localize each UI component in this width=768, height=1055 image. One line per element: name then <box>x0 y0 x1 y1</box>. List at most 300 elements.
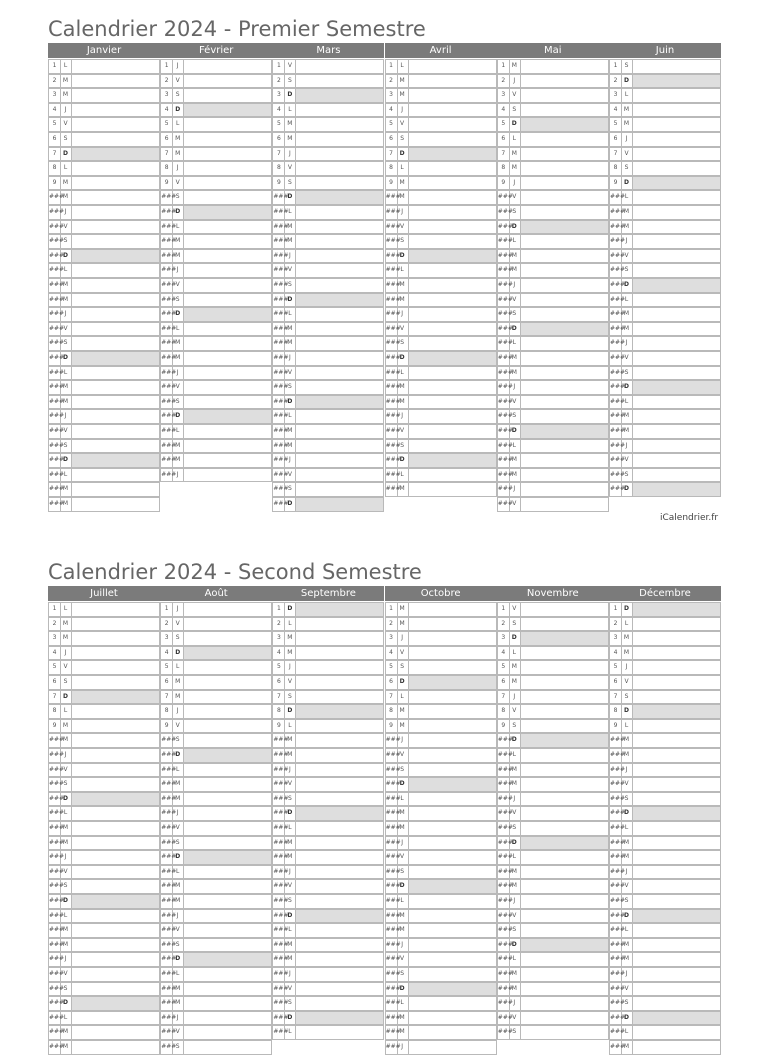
day-row[interactable] <box>609 617 721 632</box>
day-note-area[interactable] <box>296 440 383 453</box>
day-row[interactable] <box>272 675 384 690</box>
day-note-area[interactable] <box>521 749 608 762</box>
day-row[interactable] <box>609 322 721 337</box>
day-note-area[interactable] <box>409 1041 496 1054</box>
day-note-area[interactable] <box>521 939 608 952</box>
day-note-area[interactable] <box>184 235 271 248</box>
day-note-area[interactable] <box>72 953 159 966</box>
day-note-area[interactable] <box>409 793 496 806</box>
day-note-area[interactable] <box>633 279 720 292</box>
day-row[interactable] <box>385 719 497 734</box>
day-row[interactable] <box>385 351 497 366</box>
day-note-area[interactable] <box>296 618 383 631</box>
day-note-area[interactable] <box>72 498 159 511</box>
day-note-area[interactable] <box>521 410 608 423</box>
day-note-area[interactable] <box>409 953 496 966</box>
day-row[interactable] <box>160 850 272 865</box>
day-row[interactable] <box>48 602 160 617</box>
day-note-area[interactable] <box>184 880 271 893</box>
day-row[interactable] <box>272 249 384 264</box>
day-row[interactable] <box>609 777 721 792</box>
day-note-area[interactable] <box>72 807 159 820</box>
day-row[interactable] <box>609 205 721 220</box>
day-note-area[interactable] <box>72 661 159 674</box>
day-row[interactable] <box>160 631 272 646</box>
day-row[interactable] <box>497 719 609 734</box>
day-note-area[interactable] <box>633 454 720 467</box>
day-note-area[interactable] <box>72 924 159 937</box>
day-row[interactable] <box>272 836 384 851</box>
day-note-area[interactable] <box>409 352 496 365</box>
day-note-area[interactable] <box>72 837 159 850</box>
day-row[interactable] <box>48 763 160 778</box>
day-note-area[interactable] <box>72 60 159 73</box>
day-row[interactable] <box>48 424 160 439</box>
day-row[interactable] <box>48 792 160 807</box>
day-note-area[interactable] <box>633 381 720 394</box>
day-row[interactable] <box>609 938 721 953</box>
day-note-area[interactable] <box>633 924 720 937</box>
day-row[interactable] <box>497 482 609 497</box>
day-row[interactable] <box>48 176 160 191</box>
day-row[interactable] <box>497 675 609 690</box>
day-row[interactable] <box>160 293 272 308</box>
day-row[interactable] <box>609 482 721 497</box>
day-row[interactable] <box>160 307 272 322</box>
day-row[interactable] <box>385 646 497 661</box>
day-row[interactable] <box>385 482 497 497</box>
day-row[interactable] <box>609 234 721 249</box>
day-row[interactable] <box>609 176 721 191</box>
day-row[interactable] <box>385 117 497 132</box>
day-row[interactable] <box>160 453 272 468</box>
day-note-area[interactable] <box>521 1012 608 1025</box>
day-note-area[interactable] <box>72 308 159 321</box>
day-note-area[interactable] <box>521 250 608 263</box>
day-note-area[interactable] <box>72 910 159 923</box>
day-note-area[interactable] <box>184 104 271 117</box>
day-note-area[interactable] <box>409 691 496 704</box>
day-note-area[interactable] <box>633 162 720 175</box>
day-note-area[interactable] <box>72 968 159 981</box>
day-note-area[interactable] <box>633 676 720 689</box>
day-note-area[interactable] <box>633 191 720 204</box>
day-note-area[interactable] <box>72 410 159 423</box>
day-note-area[interactable] <box>521 469 608 482</box>
day-note-area[interactable] <box>296 720 383 733</box>
day-row[interactable] <box>272 923 384 938</box>
day-note-area[interactable] <box>184 118 271 131</box>
day-note-area[interactable] <box>184 323 271 336</box>
day-row[interactable] <box>272 952 384 967</box>
day-note-area[interactable] <box>72 250 159 263</box>
day-note-area[interactable] <box>633 440 720 453</box>
day-row[interactable] <box>609 409 721 424</box>
day-row[interactable] <box>497 996 609 1011</box>
day-row[interactable] <box>609 293 721 308</box>
day-row[interactable] <box>160 439 272 454</box>
day-row[interactable] <box>48 952 160 967</box>
day-row[interactable] <box>385 380 497 395</box>
day-row[interactable] <box>160 380 272 395</box>
day-row[interactable] <box>497 967 609 982</box>
day-note-area[interactable] <box>409 939 496 952</box>
day-row[interactable] <box>385 103 497 118</box>
day-row[interactable] <box>497 220 609 235</box>
day-note-area[interactable] <box>296 469 383 482</box>
day-note-area[interactable] <box>72 323 159 336</box>
day-row[interactable] <box>609 806 721 821</box>
day-row[interactable] <box>385 660 497 675</box>
day-row[interactable] <box>385 278 497 293</box>
day-row[interactable] <box>48 161 160 176</box>
day-row[interactable] <box>272 307 384 322</box>
day-note-area[interactable] <box>296 410 383 423</box>
day-note-area[interactable] <box>521 60 608 73</box>
day-row[interactable] <box>497 806 609 821</box>
day-note-area[interactable] <box>633 705 720 718</box>
day-row[interactable] <box>160 660 272 675</box>
day-row[interactable] <box>48 646 160 661</box>
day-row[interactable] <box>609 602 721 617</box>
day-note-area[interactable] <box>633 264 720 277</box>
day-row[interactable] <box>609 631 721 646</box>
day-row[interactable] <box>48 1040 160 1055</box>
day-row[interactable] <box>272 380 384 395</box>
day-note-area[interactable] <box>184 89 271 102</box>
day-row[interactable] <box>272 850 384 865</box>
day-row[interactable] <box>272 631 384 646</box>
day-note-area[interactable] <box>72 483 159 496</box>
day-row[interactable] <box>160 1025 272 1040</box>
day-row[interactable] <box>497 249 609 264</box>
day-row[interactable] <box>48 497 160 512</box>
day-note-area[interactable] <box>184 939 271 952</box>
day-note-area[interactable] <box>296 880 383 893</box>
day-row[interactable] <box>48 996 160 1011</box>
day-row[interactable] <box>160 646 272 661</box>
day-row[interactable] <box>497 763 609 778</box>
day-row[interactable] <box>272 821 384 836</box>
day-row[interactable] <box>497 88 609 103</box>
day-row[interactable] <box>272 806 384 821</box>
day-note-area[interactable] <box>633 647 720 660</box>
day-row[interactable] <box>272 234 384 249</box>
day-row[interactable] <box>272 938 384 953</box>
day-row[interactable] <box>160 748 272 763</box>
day-row[interactable] <box>497 777 609 792</box>
day-note-area[interactable] <box>72 749 159 762</box>
day-note-area[interactable] <box>296 983 383 996</box>
day-note-area[interactable] <box>409 118 496 131</box>
day-note-area[interactable] <box>296 454 383 467</box>
day-row[interactable] <box>48 879 160 894</box>
day-note-area[interactable] <box>633 618 720 631</box>
day-row[interactable] <box>272 220 384 235</box>
day-note-area[interactable] <box>409 191 496 204</box>
day-note-area[interactable] <box>409 1012 496 1025</box>
day-row[interactable] <box>160 836 272 851</box>
day-note-area[interactable] <box>296 822 383 835</box>
day-note-area[interactable] <box>633 1012 720 1025</box>
day-note-area[interactable] <box>521 308 608 321</box>
day-note-area[interactable] <box>72 264 159 277</box>
day-row[interactable] <box>272 763 384 778</box>
day-row[interactable] <box>160 176 272 191</box>
day-note-area[interactable] <box>296 206 383 219</box>
day-row[interactable] <box>497 409 609 424</box>
day-note-area[interactable] <box>296 118 383 131</box>
day-row[interactable] <box>385 424 497 439</box>
day-note-area[interactable] <box>296 308 383 321</box>
day-row[interactable] <box>272 336 384 351</box>
day-row[interactable] <box>272 497 384 512</box>
day-note-area[interactable] <box>184 396 271 409</box>
day-note-area[interactable] <box>72 396 159 409</box>
day-row[interactable] <box>497 792 609 807</box>
day-note-area[interactable] <box>72 352 159 365</box>
day-note-area[interactable] <box>296 705 383 718</box>
day-row[interactable] <box>609 366 721 381</box>
day-note-area[interactable] <box>184 983 271 996</box>
day-note-area[interactable] <box>72 603 159 616</box>
day-row[interactable] <box>609 675 721 690</box>
day-row[interactable] <box>272 176 384 191</box>
day-note-area[interactable] <box>521 221 608 234</box>
day-row[interactable] <box>272 322 384 337</box>
day-note-area[interactable] <box>296 177 383 190</box>
day-row[interactable] <box>497 1011 609 1026</box>
day-row[interactable] <box>48 74 160 89</box>
day-note-area[interactable] <box>521 734 608 747</box>
day-note-area[interactable] <box>409 749 496 762</box>
day-row[interactable] <box>272 351 384 366</box>
day-note-area[interactable] <box>184 691 271 704</box>
day-note-area[interactable] <box>633 895 720 908</box>
day-note-area[interactable] <box>633 983 720 996</box>
day-row[interactable] <box>272 74 384 89</box>
day-row[interactable] <box>48 278 160 293</box>
day-note-area[interactable] <box>296 807 383 820</box>
day-note-area[interactable] <box>72 177 159 190</box>
day-note-area[interactable] <box>184 705 271 718</box>
day-row[interactable] <box>160 602 272 617</box>
day-row[interactable] <box>497 1025 609 1040</box>
day-note-area[interactable] <box>184 1012 271 1025</box>
day-row[interactable] <box>385 733 497 748</box>
day-row[interactable] <box>160 205 272 220</box>
day-row[interactable] <box>385 88 497 103</box>
day-row[interactable] <box>160 234 272 249</box>
day-note-area[interactable] <box>184 647 271 660</box>
day-row[interactable] <box>160 336 272 351</box>
day-note-area[interactable] <box>184 337 271 350</box>
day-note-area[interactable] <box>521 381 608 394</box>
day-note-area[interactable] <box>633 337 720 350</box>
day-row[interactable] <box>160 865 272 880</box>
day-note-area[interactable] <box>184 60 271 73</box>
day-note-area[interactable] <box>409 851 496 864</box>
day-note-area[interactable] <box>521 837 608 850</box>
day-row[interactable] <box>272 453 384 468</box>
day-row[interactable] <box>609 117 721 132</box>
day-row[interactable] <box>385 439 497 454</box>
day-note-area[interactable] <box>184 720 271 733</box>
day-note-area[interactable] <box>184 910 271 923</box>
day-note-area[interactable] <box>296 337 383 350</box>
day-note-area[interactable] <box>521 1026 608 1039</box>
day-note-area[interactable] <box>521 997 608 1010</box>
day-note-area[interactable] <box>409 866 496 879</box>
day-note-area[interactable] <box>633 410 720 423</box>
day-row[interactable] <box>385 938 497 953</box>
day-note-area[interactable] <box>184 250 271 263</box>
day-note-area[interactable] <box>296 148 383 161</box>
day-note-area[interactable] <box>409 705 496 718</box>
day-note-area[interactable] <box>409 89 496 102</box>
day-note-area[interactable] <box>521 104 608 117</box>
day-note-area[interactable] <box>409 837 496 850</box>
day-note-area[interactable] <box>72 75 159 88</box>
day-row[interactable] <box>160 777 272 792</box>
day-note-area[interactable] <box>184 661 271 674</box>
day-note-area[interactable] <box>409 483 496 496</box>
day-note-area[interactable] <box>296 425 383 438</box>
day-note-area[interactable] <box>409 778 496 791</box>
day-note-area[interactable] <box>633 323 720 336</box>
day-row[interactable] <box>609 132 721 147</box>
day-note-area[interactable] <box>633 603 720 616</box>
day-row[interactable] <box>48 836 160 851</box>
day-note-area[interactable] <box>409 910 496 923</box>
day-note-area[interactable] <box>72 104 159 117</box>
day-row[interactable] <box>160 1011 272 1026</box>
day-row[interactable] <box>609 220 721 235</box>
day-row[interactable] <box>609 424 721 439</box>
day-note-area[interactable] <box>72 939 159 952</box>
day-row[interactable] <box>160 733 272 748</box>
day-note-area[interactable] <box>521 323 608 336</box>
day-row[interactable] <box>48 249 160 264</box>
day-row[interactable] <box>609 879 721 894</box>
day-row[interactable] <box>48 1011 160 1026</box>
day-note-area[interactable] <box>409 676 496 689</box>
day-row[interactable] <box>609 748 721 763</box>
day-note-area[interactable] <box>409 661 496 674</box>
day-row[interactable] <box>160 879 272 894</box>
day-note-area[interactable] <box>72 734 159 747</box>
day-note-area[interactable] <box>296 793 383 806</box>
day-row[interactable] <box>160 161 272 176</box>
day-note-area[interactable] <box>409 367 496 380</box>
day-note-area[interactable] <box>521 793 608 806</box>
day-note-area[interactable] <box>521 177 608 190</box>
day-note-area[interactable] <box>296 60 383 73</box>
day-note-area[interactable] <box>521 691 608 704</box>
day-row[interactable] <box>497 351 609 366</box>
day-row[interactable] <box>609 147 721 162</box>
day-row[interactable] <box>497 439 609 454</box>
day-row[interactable] <box>272 278 384 293</box>
day-note-area[interactable] <box>521 705 608 718</box>
day-note-area[interactable] <box>633 822 720 835</box>
day-row[interactable] <box>497 307 609 322</box>
day-note-area[interactable] <box>409 323 496 336</box>
day-note-area[interactable] <box>409 250 496 263</box>
day-note-area[interactable] <box>521 148 608 161</box>
day-note-area[interactable] <box>633 89 720 102</box>
day-note-area[interactable] <box>409 895 496 908</box>
day-row[interactable] <box>48 293 160 308</box>
day-row[interactable] <box>48 660 160 675</box>
day-row[interactable] <box>609 380 721 395</box>
day-row[interactable] <box>272 366 384 381</box>
day-row[interactable] <box>497 453 609 468</box>
day-note-area[interactable] <box>296 104 383 117</box>
day-row[interactable] <box>385 602 497 617</box>
day-row[interactable] <box>385 821 497 836</box>
day-note-area[interactable] <box>72 191 159 204</box>
day-note-area[interactable] <box>184 308 271 321</box>
day-note-area[interactable] <box>184 162 271 175</box>
day-row[interactable] <box>385 792 497 807</box>
day-row[interactable] <box>160 938 272 953</box>
day-note-area[interactable] <box>409 308 496 321</box>
day-row[interactable] <box>609 719 721 734</box>
day-note-area[interactable] <box>72 778 159 791</box>
day-row[interactable] <box>609 351 721 366</box>
day-note-area[interactable] <box>296 279 383 292</box>
day-row[interactable] <box>497 617 609 632</box>
day-row[interactable] <box>272 409 384 424</box>
day-row[interactable] <box>48 147 160 162</box>
day-row[interactable] <box>385 336 497 351</box>
day-note-area[interactable] <box>521 822 608 835</box>
day-note-area[interactable] <box>296 939 383 952</box>
day-note-area[interactable] <box>72 705 159 718</box>
day-row[interactable] <box>385 967 497 982</box>
day-note-area[interactable] <box>633 469 720 482</box>
day-row[interactable] <box>609 763 721 778</box>
day-note-area[interactable] <box>296 997 383 1010</box>
day-note-area[interactable] <box>521 880 608 893</box>
day-row[interactable] <box>497 468 609 483</box>
day-row[interactable] <box>609 704 721 719</box>
day-row[interactable] <box>160 468 272 483</box>
day-row[interactable] <box>48 468 160 483</box>
day-note-area[interactable] <box>72 720 159 733</box>
day-note-area[interactable] <box>296 866 383 879</box>
day-note-area[interactable] <box>521 118 608 131</box>
day-note-area[interactable] <box>296 647 383 660</box>
day-row[interactable] <box>385 453 497 468</box>
day-note-area[interactable] <box>409 75 496 88</box>
day-note-area[interactable] <box>184 148 271 161</box>
day-row[interactable] <box>48 234 160 249</box>
day-note-area[interactable] <box>521 866 608 879</box>
day-note-area[interactable] <box>521 191 608 204</box>
day-row[interactable] <box>385 996 497 1011</box>
day-row[interactable] <box>385 205 497 220</box>
day-row[interactable] <box>272 103 384 118</box>
day-row[interactable] <box>609 821 721 836</box>
day-note-area[interactable] <box>409 734 496 747</box>
day-note-area[interactable] <box>296 851 383 864</box>
day-note-area[interactable] <box>296 396 383 409</box>
day-row[interactable] <box>385 777 497 792</box>
day-note-area[interactable] <box>184 133 271 146</box>
day-row[interactable] <box>609 646 721 661</box>
